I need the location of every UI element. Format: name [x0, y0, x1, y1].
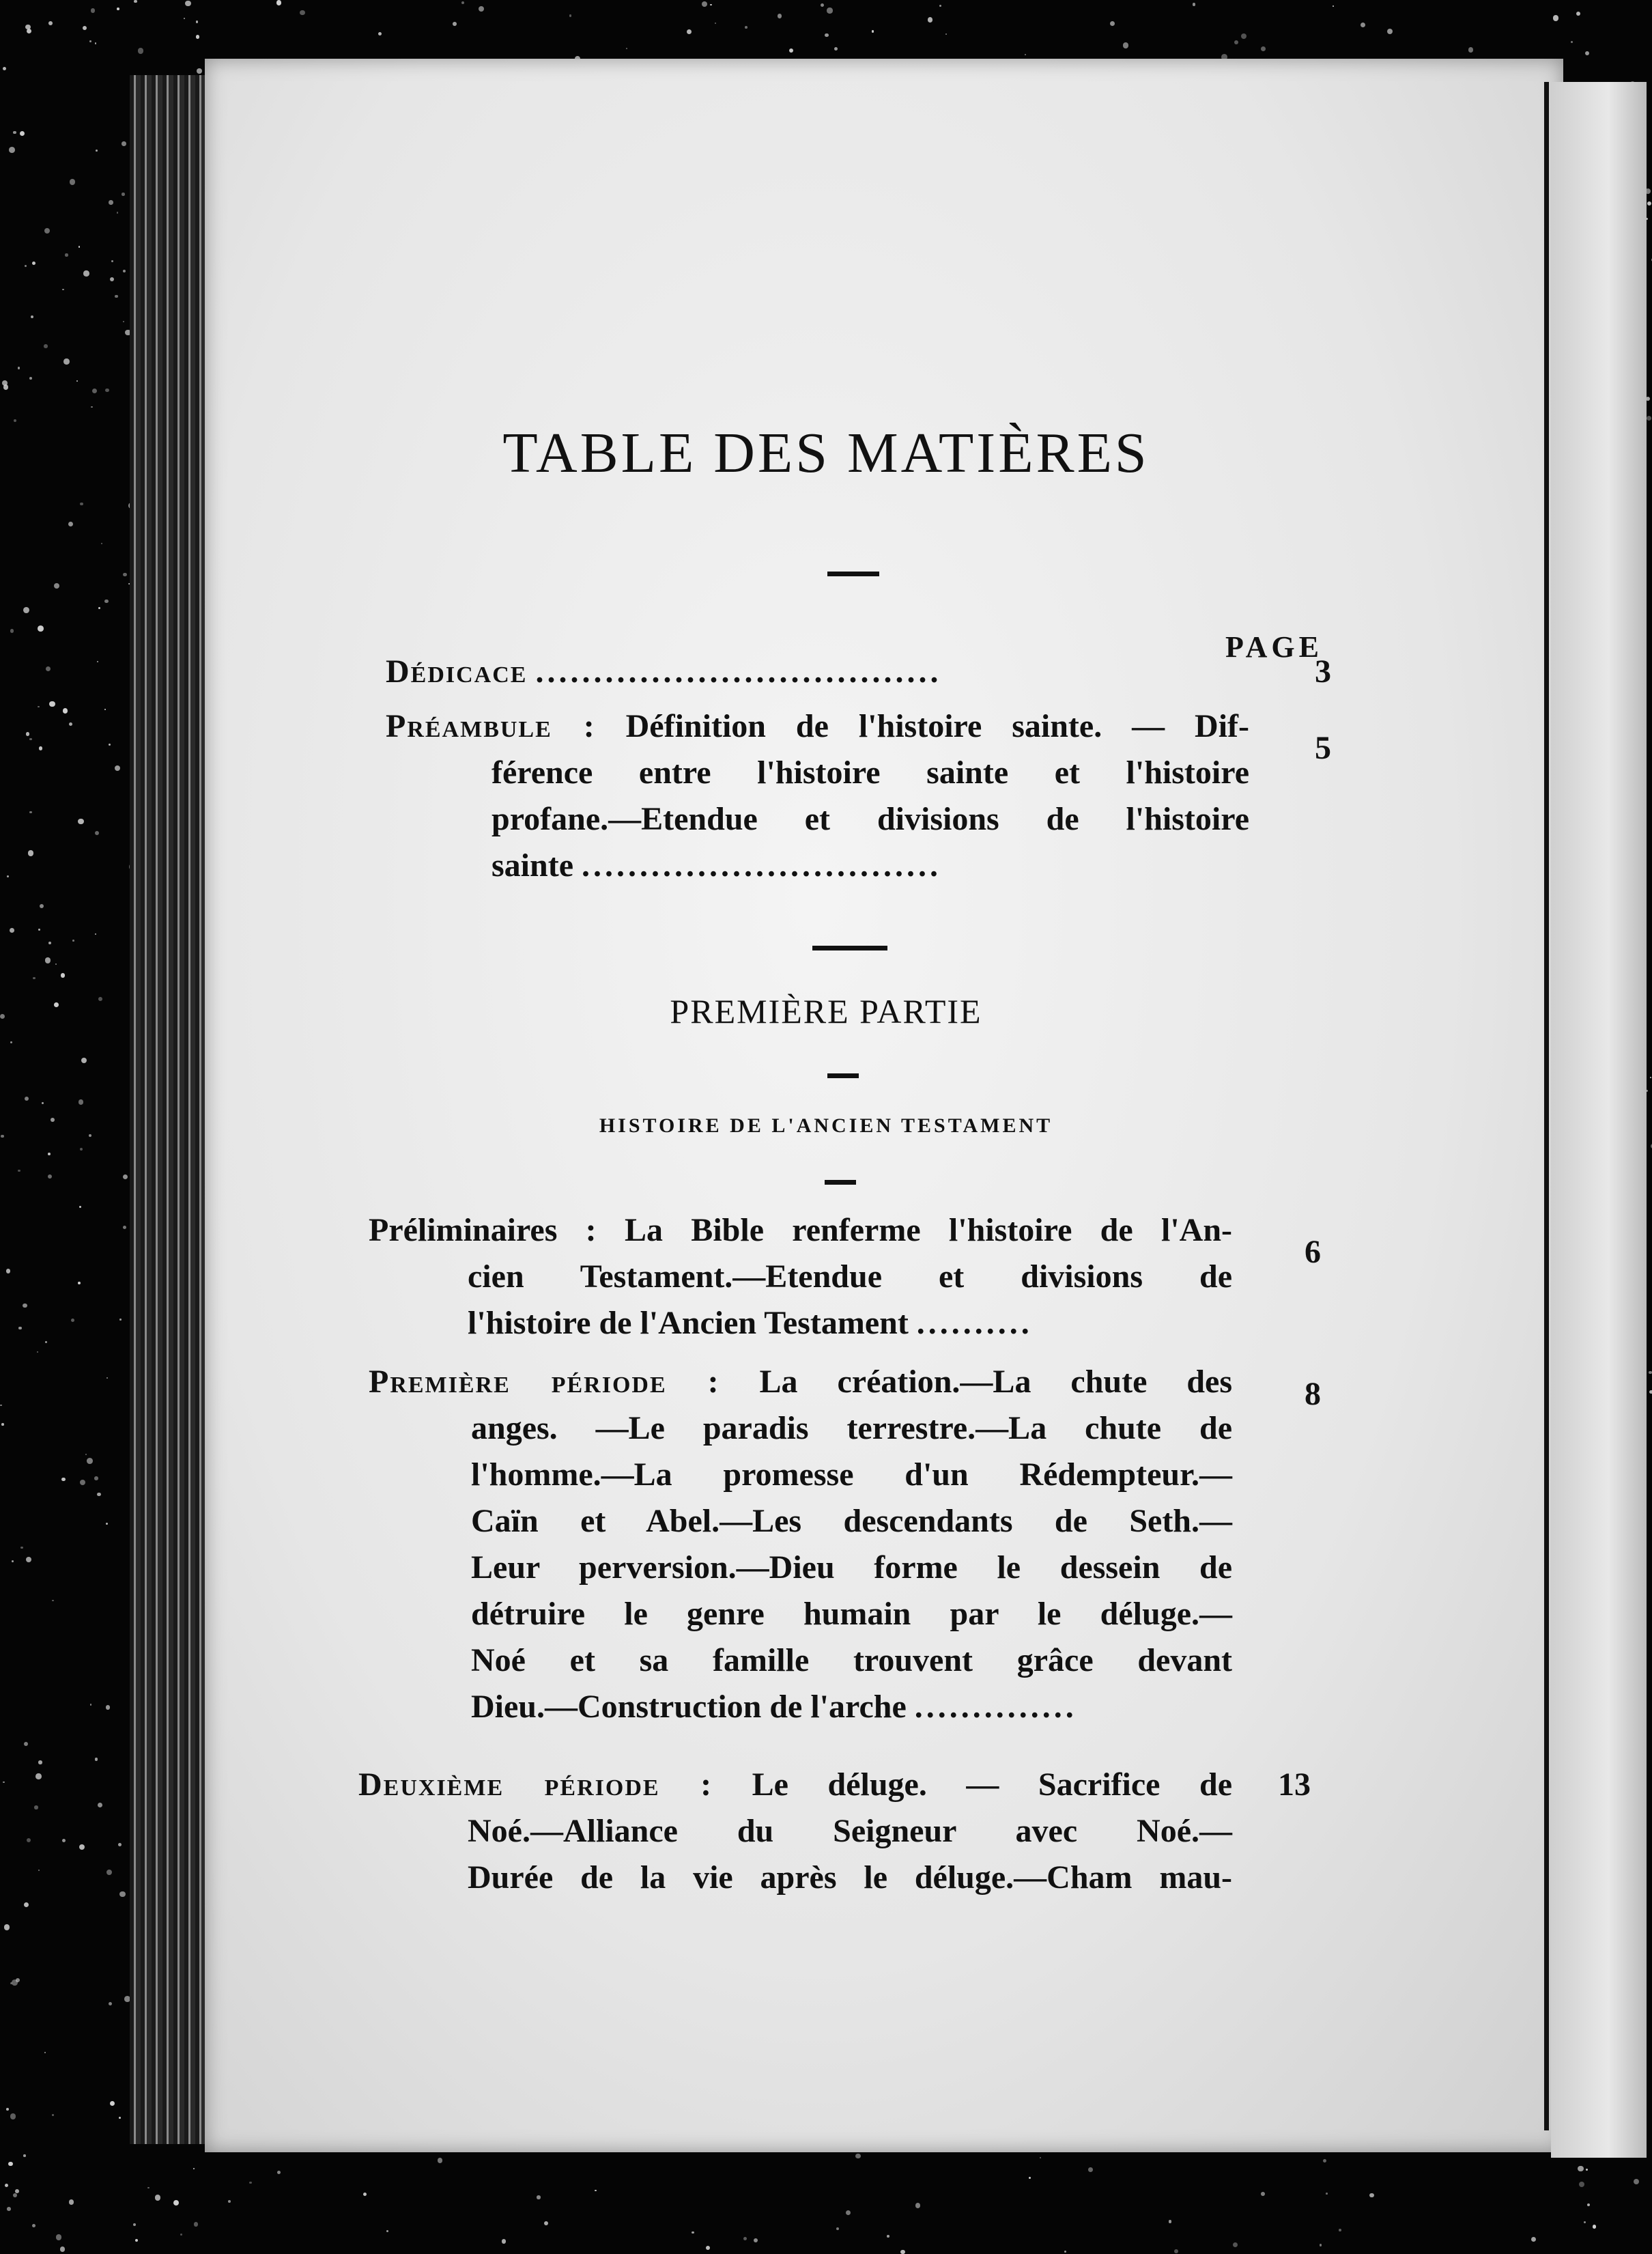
scan-speckle	[105, 389, 109, 393]
scan-speckle	[32, 2224, 35, 2227]
entry-heading: Préliminaires :	[369, 1212, 597, 1248]
scan-speckle	[123, 321, 124, 322]
leader-dots: ..........	[917, 1305, 1033, 1341]
scan-speckle	[10, 1041, 12, 1043]
scan-speckle	[276, 0, 282, 5]
scan-speckle	[95, 1758, 98, 1760]
scan-speckle	[55, 963, 57, 965]
scan-speckle	[710, 4, 712, 6]
scan-speckle	[1587, 2203, 1591, 2207]
scan-speckle	[72, 940, 74, 942]
scan-speckle	[40, 904, 44, 908]
scan-speckle	[147, 2187, 149, 2189]
scan-speckle	[25, 265, 27, 267]
scan-speckle	[1169, 2220, 1171, 2223]
scan-speckle	[38, 929, 40, 930]
scan-speckle	[1585, 51, 1589, 55]
scan-speckle	[98, 1803, 102, 1807]
scan-speckle	[123, 1226, 126, 1229]
scan-speckle	[63, 708, 68, 714]
scan-speckle	[1650, 1077, 1652, 1079]
scan-speckle	[821, 3, 824, 7]
scan-speckle	[8, 2162, 12, 2166]
scan-speckle	[13, 131, 16, 135]
scan-speckle	[836, 2227, 839, 2230]
entry-text: cien Testament.—Etendue et divisions de	[468, 1254, 1232, 1300]
scan-speckle	[743, 2237, 747, 2240]
scan-speckle	[778, 14, 782, 18]
scan-speckle	[94, 1476, 98, 1480]
scan-speckle	[196, 20, 199, 23]
scan-speckle	[104, 709, 106, 710]
toc-entry-premiere-periode	[369, 1359, 1232, 1730]
scan-speckle	[79, 246, 80, 247]
scan-speckle	[52, 2114, 54, 2116]
scan-speckle	[12, 1560, 14, 1562]
entry-text: Leur perversion.—Dieu forme le dessein de	[471, 1545, 1232, 1591]
scan-speckle	[1, 1423, 4, 1426]
entry-text: Définition de l'histoire sainte. — Dif-	[626, 708, 1249, 744]
scan-speckle	[68, 522, 73, 526]
scan-speckle	[173, 2200, 179, 2206]
scan-speckle	[855, 2154, 861, 2159]
entry-text: sainte	[492, 847, 573, 884]
scan-speckle	[887, 2235, 889, 2238]
scan-speckle	[184, 18, 185, 19]
scan-speckle	[109, 744, 111, 746]
scan-speckle	[502, 2239, 507, 2244]
scan-speckle	[595, 2190, 596, 2191]
scan-speckle	[1576, 12, 1580, 16]
section-rule	[812, 946, 887, 950]
scan-speckle	[1088, 2167, 1093, 2172]
scan-speckle	[83, 270, 89, 276]
leader-dots: ..............	[915, 1689, 1077, 1725]
scan-speckle	[300, 10, 304, 15]
page-stack-edge	[130, 75, 212, 2144]
scan-speckle	[277, 2171, 281, 2175]
page-fold	[1544, 82, 1549, 2130]
toc-entry-dedicace	[386, 649, 1249, 695]
scan-speckle	[44, 228, 50, 234]
scan-speckle	[106, 1377, 108, 1379]
scan-speckle	[78, 1282, 81, 1284]
leader-dots: ...............................	[582, 847, 941, 884]
scan-speckle	[479, 6, 484, 12]
scan-speckle	[70, 179, 75, 184]
scan-speckle	[827, 8, 832, 13]
scan-speckle	[846, 2210, 851, 2215]
part-title: PREMIÈRE PARTIE	[0, 991, 1652, 1031]
scan-speckle	[10, 928, 14, 933]
entry-text: profane.—Etendue et divisions de l'histoire	[492, 796, 1249, 843]
scan-speckle	[1064, 2251, 1066, 2253]
scan-speckle	[122, 141, 126, 145]
scan-speckle	[34, 1805, 38, 1809]
scan-speckle	[110, 277, 114, 281]
scan-speckle	[78, 819, 84, 825]
scan-speckle	[38, 625, 44, 632]
scan-speckle	[185, 1, 190, 6]
scan-speckle	[3, 67, 6, 70]
scan-speckle	[133, 2223, 136, 2226]
scan-speckle	[1553, 15, 1558, 20]
scan-speckle	[29, 377, 32, 380]
scan-speckle	[119, 1891, 126, 1898]
page-number: 6	[1266, 1229, 1321, 1276]
scan-speckle	[1593, 2225, 1596, 2228]
scan-speckle	[1040, 2157, 1041, 2158]
scan-speckle	[20, 131, 25, 136]
entry-text: l'homme.—La promesse d'un Rédempteur.—	[471, 1452, 1232, 1498]
scan-speckle	[1261, 2192, 1265, 2196]
page-title: TABLE DES MATIÈRES	[0, 420, 1652, 486]
scan-speckle	[61, 973, 66, 978]
scan-speckle	[123, 573, 126, 576]
scan-speckle	[1029, 2177, 1031, 2180]
scan-speckle	[24, 1902, 29, 1908]
scan-speckle	[46, 666, 51, 672]
scan-speckle	[6, 1269, 11, 1273]
scan-speckle	[5, 2184, 8, 2187]
scan-speckle	[95, 933, 96, 935]
scan-speckle	[18, 1327, 21, 1329]
scan-speckle	[1110, 21, 1115, 26]
scan-speckle	[1326, 2193, 1328, 2195]
entry-heading: Dédicace	[386, 653, 527, 690]
scan-speckle	[1323, 2159, 1326, 2163]
scan-speckle	[13, 2193, 17, 2197]
part-subtitle: HISTOIRE DE L'ANCIEN TESTAMENT	[0, 1114, 1652, 1138]
scan-speckle	[378, 32, 382, 36]
scan-speckle	[91, 406, 93, 408]
entry-heading: Préambule :	[386, 708, 596, 744]
scan-speckle	[38, 1870, 40, 1871]
scan-speckle	[0, 1405, 2, 1407]
scan-speckle	[1025, 54, 1026, 55]
scan-speckle	[1647, 201, 1651, 206]
scan-speckle	[92, 389, 97, 393]
scan-speckle	[106, 1523, 108, 1525]
scan-speckle	[69, 722, 72, 726]
scan-speckle	[111, 260, 114, 263]
scan-speckle	[1387, 29, 1393, 34]
scan-speckle	[28, 850, 33, 856]
scan-speckle	[1468, 47, 1473, 52]
scan-speckle	[48, 942, 51, 944]
scan-speckle	[834, 47, 838, 51]
scan-speckle	[56, 2234, 62, 2240]
toc-entry-preambule	[386, 703, 1249, 889]
entry-text: anges. —Le paradis terrestre.—La chute de	[471, 1405, 1232, 1452]
scan-speckle	[38, 706, 39, 707]
scan-speckle	[1123, 42, 1128, 48]
scan-speckle	[45, 957, 51, 963]
entry-text: l'histoire de l'Ancien Testament	[468, 1305, 909, 1341]
scan-speckle	[453, 22, 457, 26]
scan-speckle	[3, 1781, 4, 1783]
scan-speckle	[18, 1170, 20, 1172]
scan-speckle	[62, 1839, 66, 1842]
scan-speckle	[119, 2117, 121, 2119]
scan-speckle	[9, 147, 15, 153]
scan-speckle	[20, 1547, 23, 1549]
scan-speckle	[363, 2193, 367, 2196]
scan-speckle	[1333, 5, 1334, 7]
scan-speckle	[27, 29, 31, 33]
scan-speckle	[106, 1705, 111, 1710]
entry-text: La création.—La chute des	[760, 1364, 1232, 1400]
scan-speckle	[115, 765, 120, 771]
scan-speckle	[65, 253, 68, 256]
scan-speckle	[25, 1097, 29, 1101]
scan-speckle	[62, 289, 63, 290]
scan-speckle	[29, 738, 32, 741]
scan-speckle	[60, 2246, 66, 2252]
toc-entry-deuxieme-periode	[358, 1762, 1232, 1901]
scan-speckle	[6, 2108, 9, 2111]
scan-speckle	[80, 1148, 83, 1151]
entry-text: Le déluge. — Sacrifice de	[752, 1766, 1232, 1803]
leader-dots: ...................................	[535, 653, 941, 690]
scan-speckle	[81, 1058, 87, 1064]
scan-speckle	[1649, 1390, 1652, 1394]
scan-speckle	[228, 2200, 231, 2203]
scan-speckle	[79, 1206, 81, 1208]
scan-speckle	[386, 2230, 388, 2232]
scan-speckle	[80, 503, 83, 506]
scan-speckle	[537, 2195, 540, 2199]
scan-speckle	[69, 2199, 74, 2205]
scan-speckle	[715, 23, 716, 24]
scan-speckle	[109, 200, 113, 205]
scan-speckle	[71, 1319, 74, 1322]
scan-speckle	[91, 8, 95, 12]
scan-speckle	[687, 29, 692, 34]
entry-text: détruire le genre humain par le déluge.—	[471, 1591, 1232, 1637]
scan-speckle	[97, 661, 98, 662]
scan-speckle	[1261, 46, 1266, 51]
scan-speckle	[101, 543, 102, 544]
page-number: 8	[1266, 1371, 1321, 1418]
scan-speckle	[7, 875, 9, 877]
scan-speckle	[1369, 2193, 1374, 2198]
scan-speckle	[915, 2203, 920, 2208]
scan-speckle	[35, 1773, 42, 1779]
scan-speckle	[48, 1174, 52, 1179]
scan-speckle	[23, 1304, 27, 1308]
scan-speckle	[79, 1099, 83, 1104]
scan-speckle	[4, 1924, 10, 1930]
title-rule	[827, 572, 879, 576]
scan-speckle	[83, 26, 87, 30]
scan-speckle	[1649, 1371, 1651, 1374]
scan-speckle	[25, 25, 31, 30]
scan-speckle	[197, 68, 202, 74]
scan-speckle	[122, 193, 124, 195]
part-rule	[827, 1073, 859, 1078]
scan-speckle	[706, 2246, 710, 2250]
scan-speckle	[39, 746, 43, 750]
scan-speckle	[692, 2231, 694, 2234]
toc-entry-preliminaires	[369, 1207, 1232, 1347]
scan-speckle	[49, 701, 55, 707]
scan-speckle	[1339, 2229, 1341, 2231]
scan-speckle	[626, 48, 627, 49]
scan-speckle	[18, 367, 20, 369]
entry-text: Caïn et Abel.—Les descendants de Seth.—	[471, 1498, 1232, 1545]
page-column-label: PAGE	[1225, 630, 1323, 664]
scan-speckle	[1193, 3, 1196, 6]
scan-speckle	[745, 26, 747, 29]
entry-text: Noé et sa famille trouvent grâce devant	[471, 1637, 1232, 1684]
scan-speckle	[939, 5, 941, 7]
scan-speckle	[45, 1341, 47, 1343]
scan-speckle	[180, 2234, 182, 2236]
scan-speckle	[193, 2168, 195, 2169]
scan-speckle	[118, 1843, 122, 1846]
scan-speckle	[90, 1704, 91, 1705]
entry-heading: Deuxième période :	[358, 1766, 713, 1803]
scan-speckle	[52, 1600, 53, 1601]
scan-speckle	[1531, 2237, 1536, 2242]
scan-speckle	[249, 2182, 251, 2184]
scan-speckle	[438, 2158, 443, 2163]
scan-speckle	[44, 2052, 46, 2053]
scan-speckle	[48, 1153, 51, 1155]
scan-speckle	[26, 1557, 31, 1562]
scan-speckle	[461, 1, 464, 4]
entry-text: La Bible renferme l'histoire de l'An-	[625, 1212, 1232, 1248]
scan-speckle	[544, 2221, 548, 2225]
scan-speckle	[1634, 2179, 1639, 2184]
scan-speckle	[106, 1870, 112, 1875]
scan-speckle	[1241, 33, 1247, 39]
scan-speckle	[115, 295, 118, 298]
scan-speckle	[61, 1478, 66, 1482]
scan-speckle	[23, 2154, 26, 2157]
scan-speckle	[96, 150, 98, 152]
scan-speckle	[23, 607, 29, 613]
page-number: 5	[1277, 725, 1331, 772]
scan-speckle	[10, 2113, 16, 2119]
scan-speckle	[104, 600, 108, 603]
scan-speckle	[702, 1, 707, 7]
scan-speckle	[110, 2101, 115, 2106]
scan-speckle	[2, 380, 8, 386]
scan-speckle	[569, 14, 572, 17]
page-number: 3	[1277, 649, 1331, 695]
scan-speckle	[1320, 2244, 1322, 2246]
entry-text: Durée de la vie après le déluge.—Cham mau-	[468, 1855, 1232, 1901]
scan-speckle	[134, 0, 137, 3]
scan-speckle	[85, 1454, 87, 1455]
scan-speckle	[754, 2238, 758, 2242]
scan-speckle	[1233, 2242, 1238, 2247]
scan-speckle	[76, 380, 78, 382]
scan-speckle	[7, 2207, 11, 2211]
scan-speckle	[117, 212, 119, 214]
scan-speckle	[27, 1838, 31, 1843]
scan-speckle	[44, 344, 48, 348]
scan-speckle	[24, 1742, 28, 1746]
scan-speckle	[80, 1480, 85, 1485]
scan-speckle	[26, 732, 30, 736]
scan-speckle	[119, 1319, 121, 1320]
scan-speckle	[928, 17, 933, 23]
scan-speckle	[123, 1174, 128, 1179]
scan-speckle	[1234, 40, 1238, 44]
scan-speckle	[31, 315, 33, 318]
scan-speckle	[95, 831, 99, 835]
scan-speckle	[1584, 2221, 1586, 2223]
scan-speckle	[138, 48, 143, 53]
scan-speckle	[10, 629, 14, 632]
scan-speckle	[117, 8, 119, 10]
scan-speckle	[155, 2195, 160, 2200]
scan-speckle	[89, 40, 91, 42]
scan-speckle	[37, 1351, 38, 1353]
scan-speckle	[32, 262, 35, 265]
scan-speckle	[196, 35, 199, 38]
scan-speckle	[1586, 2169, 1589, 2171]
scan-speckle	[789, 48, 793, 53]
scan-speckle	[29, 811, 32, 814]
scan-speckle	[95, 42, 97, 44]
scan-speckle	[48, 21, 53, 25]
scan-speckle	[1578, 2166, 1583, 2171]
subtitle-rule	[825, 1180, 856, 1185]
scan-speckle	[42, 1102, 44, 1104]
scan-speckle	[98, 607, 100, 609]
entry-heading: Première période :	[369, 1364, 720, 1400]
scan-speckle	[97, 1493, 101, 1497]
entry-text: Dieu.—Construction de l'arche	[471, 1689, 907, 1725]
scan-speckle	[54, 583, 59, 589]
scan-speckle	[33, 977, 35, 980]
scan-speckle	[135, 2239, 138, 2242]
page-number: 13	[1256, 1762, 1311, 1808]
scan-speckle	[194, 2222, 199, 2227]
scan-speckle	[38, 1760, 42, 1764]
scan-speckle	[79, 1844, 85, 1850]
scan-speckle	[87, 1458, 93, 1464]
scan-speckle	[1579, 2182, 1584, 2187]
scan-speckle	[63, 358, 69, 364]
entry-text: férence entre l'histoire sainte et l'histoire	[492, 750, 1249, 796]
scan-speckle	[825, 33, 828, 37]
scan-speckle	[12, 1980, 18, 1986]
scan-speckle	[109, 2002, 112, 2005]
scan-speckle	[123, 270, 126, 272]
scan-speckle	[1361, 23, 1366, 28]
entry-text: Noé.—Alliance du Seigneur avec Noé.—	[468, 1808, 1232, 1855]
scan-speckle	[1571, 41, 1573, 43]
scan-speckle	[945, 33, 947, 35]
scan-speckle	[1174, 2249, 1178, 2253]
scan-speckle	[872, 30, 874, 32]
